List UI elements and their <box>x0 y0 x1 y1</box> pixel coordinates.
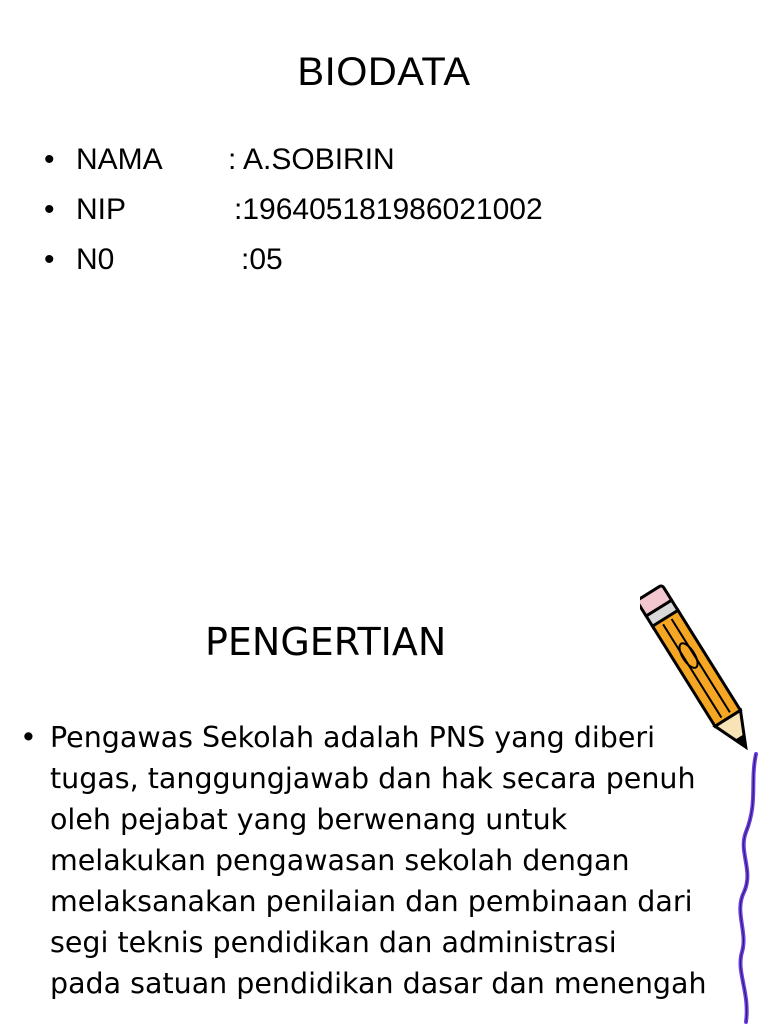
paragraph-line: melaksanakan penilaian dan pembinaan dari <box>50 885 693 918</box>
biodata-value: : A.SOBIRIN <box>228 143 395 176</box>
squiggle-line-icon <box>728 752 762 1024</box>
biodata-label: N0 <box>76 243 115 276</box>
paragraph-line: melakukan pengawasan sekolah dengan <box>50 844 630 877</box>
paragraph-line: tugas, tanggungjawab dan hak secara penuh <box>50 762 696 795</box>
biodata-label: NIP <box>76 193 127 226</box>
paragraph-line: segi teknis pendidikan dan administrasi <box>50 926 617 959</box>
biodata-label: NAMA <box>76 143 163 176</box>
slide-pengertian <box>0 512 768 1024</box>
bullet-icon: • <box>44 243 55 276</box>
paragraph-line: pada satuan pendidikan dasar dan menengah <box>50 967 707 1000</box>
bullet-icon: • <box>20 721 37 754</box>
slide-title-biodata: BIODATA <box>297 50 471 94</box>
pencil-icon <box>640 572 760 772</box>
biodata-value: :05 <box>241 243 283 276</box>
bullet-icon: • <box>44 193 55 226</box>
biodata-list <box>44 140 543 290</box>
biodata-item-nama <box>44 140 395 190</box>
biodata-value: :196405181986021002 <box>234 193 543 226</box>
biodata-item-no <box>44 240 283 290</box>
paragraph-line: Pengawas Sekolah adalah PNS yang diberi <box>50 721 656 754</box>
bullet-icon: • <box>44 143 55 176</box>
biodata-item-nip <box>44 190 543 240</box>
paragraph-line: oleh pejabat yang berwenang untuk <box>50 803 568 836</box>
slide-title-pengertian: PENGERTIAN <box>205 620 447 664</box>
